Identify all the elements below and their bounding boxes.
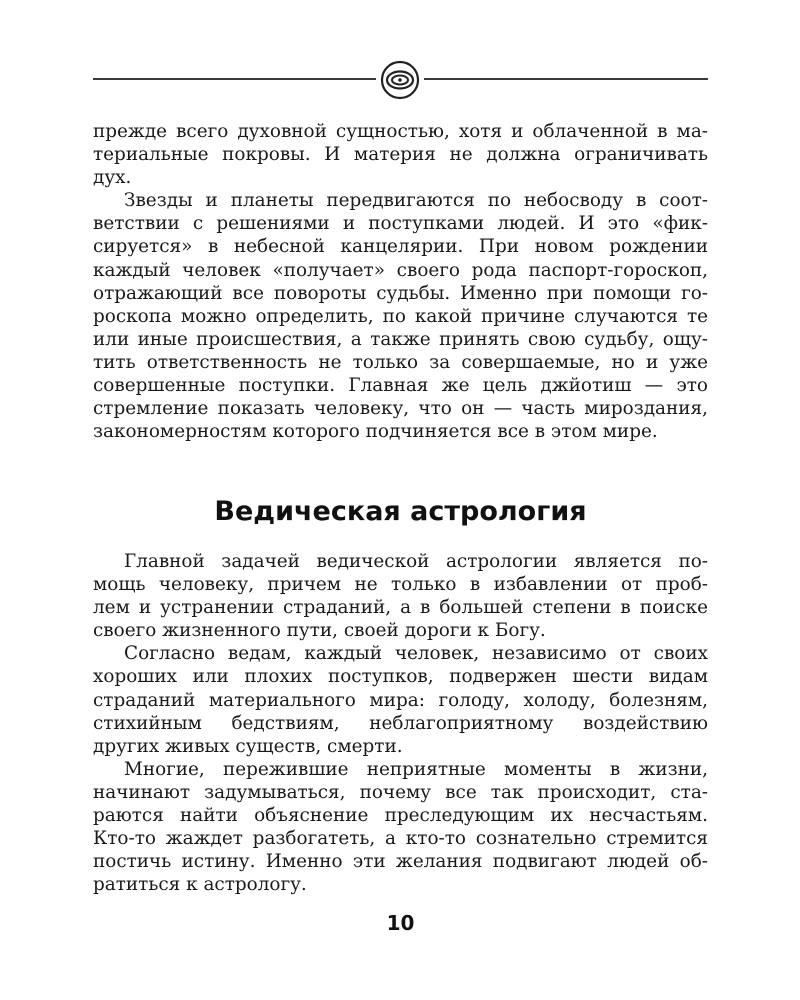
text-line: прежде всего духовной сущностью, хотя и облаченной в ма-: [93, 121, 708, 142]
text-line: или иные происшествия, а также принять свою судьбу, ощу-: [93, 328, 708, 350]
text-line: своего жизненного пути, своей дороги к Богу.: [93, 620, 546, 642]
text-line: постичь истину. Именно эти желания подвигают людей об-: [93, 851, 708, 873]
text-line: Кто-то жаждет разбогатеть, а кто-то сознательно стремится: [93, 828, 708, 850]
text-line: Главной задачей ведической астрологии является по-: [124, 551, 708, 572]
text-block-bottom: [93, 550, 708, 896]
text-line: лем и устранении страданий, а в большей степени в поиске: [93, 597, 708, 619]
text-line: Согласно ведам, каждый человек, независимо от своих: [124, 643, 708, 665]
text-line: хороших или плохих поступков, подвержен шести видам: [93, 666, 708, 688]
ornament-icon: [380, 60, 420, 100]
text-line: стихийным бедствиям, неблагоприятному воздействию: [93, 712, 708, 734]
text-line: ветствии с решениями и поступками людей. И это «фик-: [93, 213, 708, 235]
text-line: сируется» в небесной канцелярии. При новом рождении: [93, 236, 708, 258]
text-line: каждый человек «получает» своего рода паспорт-гороскоп,: [93, 259, 708, 281]
text-line: роскопа можно определить, по какой причине случаются те: [93, 305, 708, 327]
header-rule-left: [93, 78, 376, 80]
section-heading: Ведическая астрология: [214, 496, 587, 527]
text-line: стремление показать человеку, что он — часть мироздания,: [93, 398, 708, 420]
header-rule-right: [424, 78, 708, 80]
text-line: териальные покровы. И материя не должна ограничивать: [93, 144, 708, 166]
text-line: закономерностям которого подчиняется все в этом мире.: [93, 421, 658, 443]
text-block-top: [93, 120, 708, 443]
text-line: страданий материального мира: голоду, холоду, болезням,: [93, 689, 708, 711]
text-line: Звезды и планеты передвигаются по небосводу в соот-: [124, 190, 708, 212]
text-line: раются найти объяснение преследующим их несчастьям.: [93, 805, 708, 827]
text-line: начинают задумываться, почему все так происходит, ста-: [93, 781, 708, 803]
text-line: Многие, пережившие неприятные моменты в жизни,: [124, 758, 708, 780]
page-number: 10: [386, 911, 415, 935]
text-line: ратиться к астрологу.: [93, 874, 307, 896]
text-line: отражающий все повороты судьбы. Именно при помощи го-: [93, 282, 708, 304]
text-line: тить ответственность не только за совершаемые, но и уже: [93, 351, 708, 373]
text-line: мощь человеку, причем не только в избавлении от проб-: [93, 574, 708, 596]
text-line: совершенные поступки. Главная же цель джйотиш — это: [93, 375, 708, 397]
text-line: других живых существ, смерти.: [93, 735, 403, 757]
text-line: дух.: [93, 167, 132, 189]
